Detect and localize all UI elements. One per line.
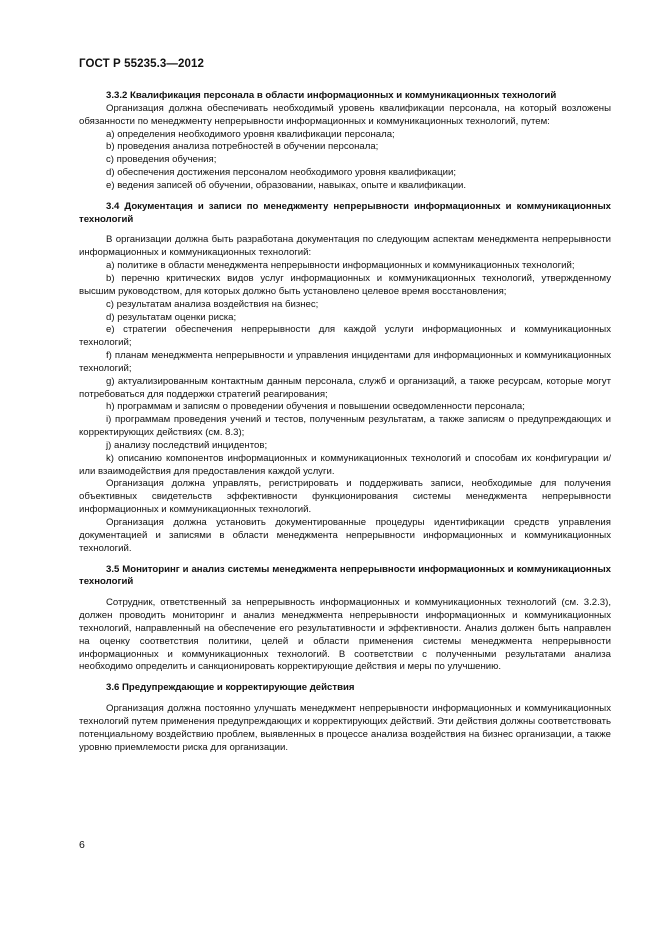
list-item: d) обеспечения достижения персоналом необходимого уровня квалификации; [106, 167, 457, 179]
paragraph: Организация должна установить документированные процедуры идентификации средств управления документацией и записями в области менеджмента непрерывности информационных и коммуникационных технологий. [79, 517, 611, 554]
section-heading: 3.4 Документация и записи по менеджменту непрерывности информационных и коммуникационных технологий [79, 200, 611, 225]
list-item: g) актуализированным контактным данным персонала, служб и организаций, а также ресурсам, которые могут потребоваться для поддержки стратегий реагирования; [79, 375, 611, 400]
paragraph: Сотрудник, ответственный за непрерывность информационных и коммуникационных технологий (см. 3.2.3), должен проводить мониторинг и анализ менеджмента непрерывности информационных и коммуникационных технологий, направленный на обеспечение его результативности и эффективности. Анализ должен быть направлен на оценку соответствия политики, целей и области применения системы менеджмента непрерывности информационных и коммуникационных технологий. В соответствии с полученными результатами анализа необходимо определить и санкционировать корректирующие действия и меры по улучшению. [79, 597, 611, 673]
paragraph: В организации должна быть разработана документация по следующим аспектам менеджмента непрерывности информационных и коммуникационных технологий: [79, 234, 611, 259]
list-item: a) политике в области менеджмента непрерывности информационных и коммуникационных технологий; [106, 260, 575, 272]
section-heading: 3.6 Предупреждающие и корректирующие действия [106, 682, 355, 694]
list-item: f) планам менеджмента непрерывности и управления инцидентами для информационных и коммуникационных технологий; [79, 350, 611, 374]
list-item: i) программам проведения учений и тестов, полученным результатам, а также записям о предупреждающих и корректирующих действиях (см. 8.3); [79, 414, 611, 439]
standard-code-header: ГОСТ Р 55235.3—2012 [79, 58, 204, 70]
list-item: j) анализу последствий инцидентов; [106, 439, 268, 451]
paragraph: Организация должна постоянно улучшать менеджмент непрерывности информационных и коммуникационных технологий путем применения предупреждающих и корректирующих действий. Эти действия должны соответствовать потенциальному воздействию проблем, выявленных в процессе анализа воздействия на бизнес организации, а также уровню приемлемости риска для организации. [79, 703, 611, 753]
document-body [79, 90, 611, 755]
page-number: 6 [79, 839, 85, 851]
list-item: c) проведения обучения; [106, 154, 217, 166]
list-item: h) программам и записям о проведении обучения и повышении осведомленности персонала; [106, 401, 525, 413]
list-item: b) перечню критических видов услуг информационных и коммуникационных технологий, утвержденному высшим руководством, для которых должно быть установлено целевое время восстановления; [79, 272, 611, 297]
paragraph: Организация должна обеспечивать необходимый уровень квалификации персонала, на который возложены обязанности по менеджменту непрерывности информационных и коммуникационных технологий, путем: [79, 102, 611, 127]
list-item: k) описанию компонентов информационных и коммуникационных технологий и способам их конфигурации и/или взаимодействия для предоставления каждой услуги. [79, 452, 611, 477]
list-item: e) стратегии обеспечения непрерывности для каждой услуги информационных и коммуникационных технологий; [79, 324, 611, 349]
list-item: d) результатам оценки риска; [106, 311, 237, 323]
list-item: c) результатам анализа воздействия на бизнес; [106, 298, 319, 310]
section-heading: 3.5 Мониторинг и анализ системы менеджмента непрерывности информационных и коммуникационных технологий [79, 563, 611, 588]
paragraph: Организация должна управлять, регистрировать и поддерживать записи, необходимые для получения объективных свидетельств эффективности функционирования системы менеджмента непрерывности информационных и коммуникационных технологий. [79, 478, 611, 516]
list-item: b) проведения анализа потребностей в обучении персонала; [106, 141, 379, 153]
section-heading: 3.3.2 Квалификация персонала в области информационных и коммуникационных технологий [106, 90, 557, 101]
list-item: a) определения необходимого уровня квалификации персонала; [106, 128, 395, 140]
list-item: e) ведения записей об обучении, образовании, навыках, опыте и квалификации. [106, 179, 467, 191]
